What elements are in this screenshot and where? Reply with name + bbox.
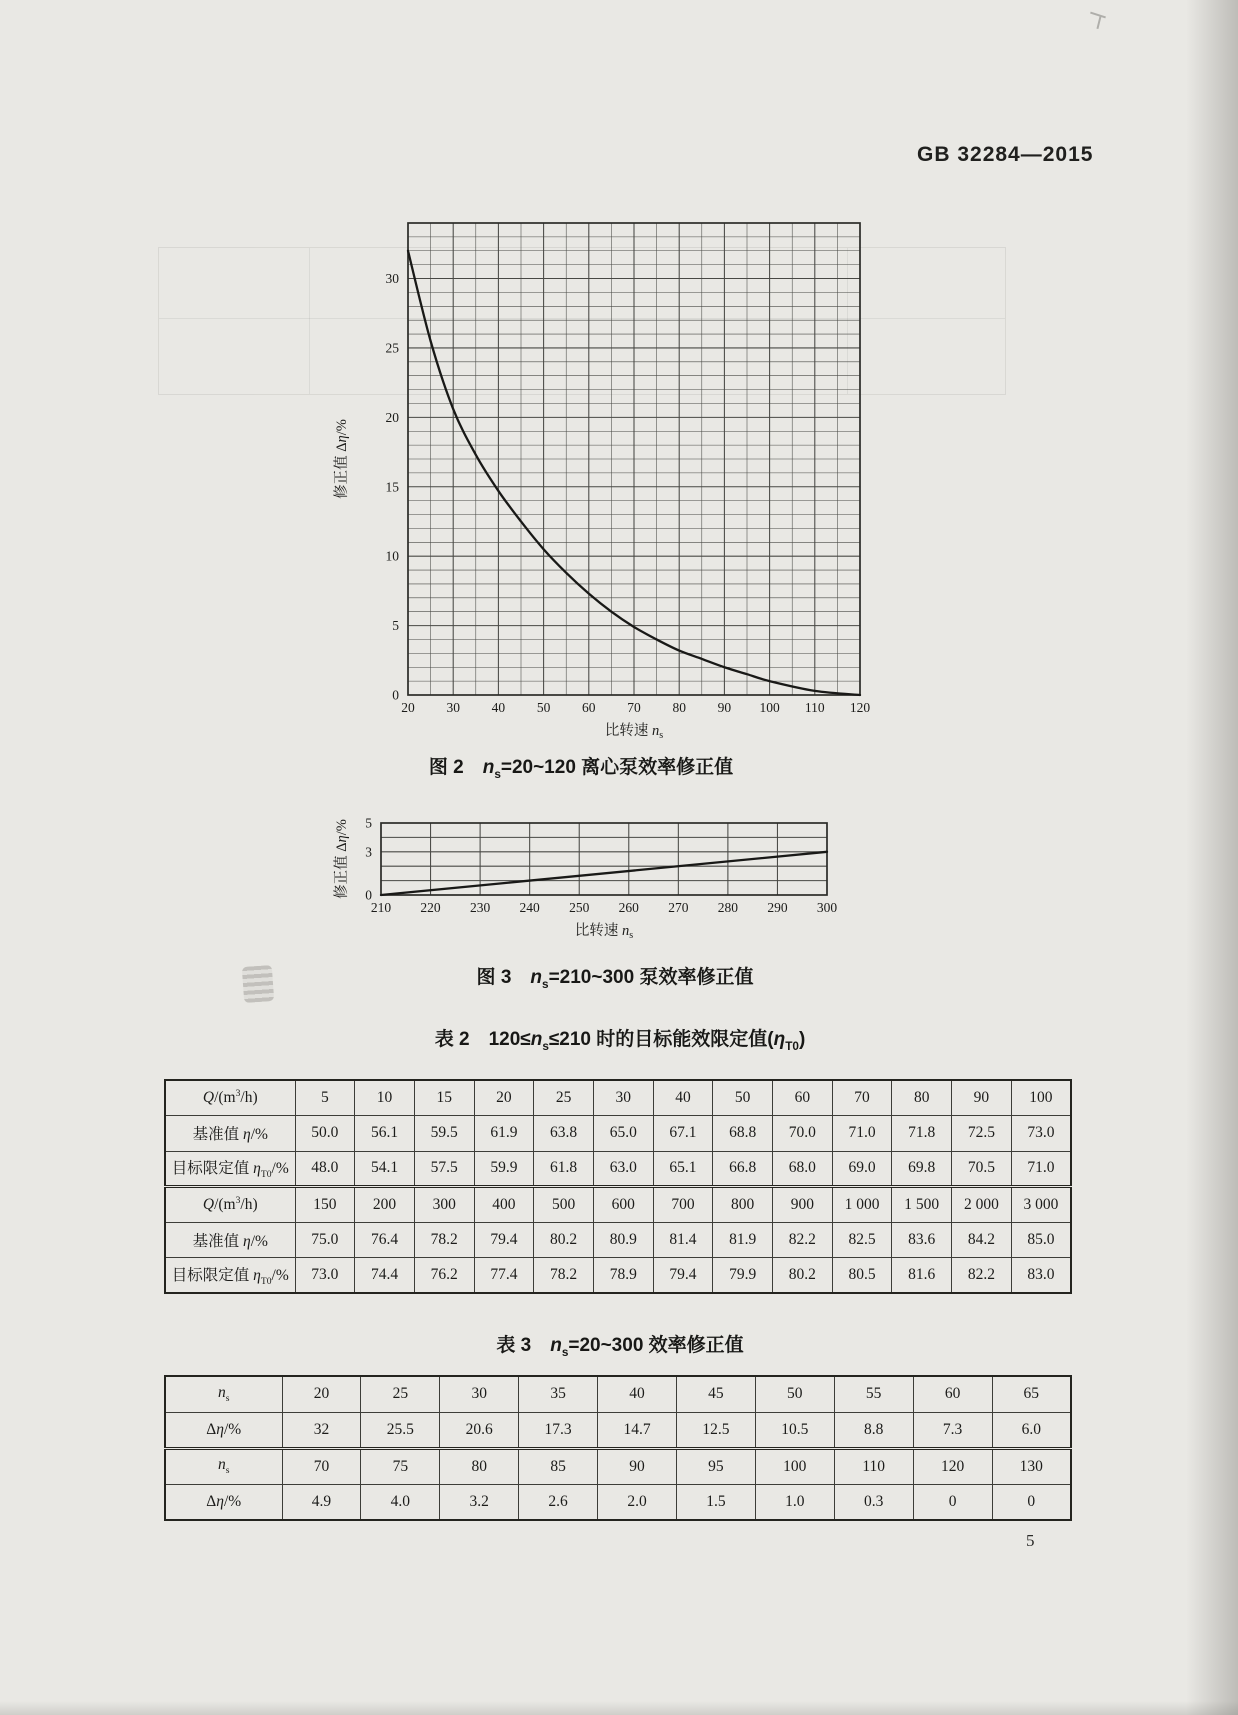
scan-edge-shadow: [1186, 0, 1238, 1715]
svg-text:20: 20: [401, 700, 415, 715]
svg-text:0: 0: [392, 687, 399, 703]
cell: 63.8: [534, 1116, 594, 1152]
svg-text:280: 280: [717, 900, 739, 915]
cell: 67.1: [653, 1116, 713, 1152]
cell: 74.4: [355, 1258, 415, 1294]
table3: [164, 1375, 1072, 1521]
svg-text:100: 100: [759, 700, 780, 715]
ink-smudge: [242, 965, 274, 1003]
table-row: [165, 1258, 1071, 1294]
cell: 71.0: [1011, 1151, 1071, 1187]
cell: 100: [1011, 1080, 1071, 1116]
x-axis-label: 比转速 $n_s$: [574, 923, 634, 941]
cell: 73.0: [1011, 1116, 1071, 1152]
svg-text:25: 25: [385, 340, 399, 356]
cell: 80.5: [832, 1258, 892, 1294]
cell: 25: [534, 1080, 594, 1116]
cell: 32: [282, 1412, 361, 1448]
cell: 80.9: [593, 1222, 653, 1258]
cell: 30: [440, 1376, 519, 1412]
svg-text:30: 30: [446, 700, 460, 715]
cell: 85.0: [1011, 1222, 1071, 1258]
cell: 70.5: [952, 1151, 1012, 1187]
cell: 45: [676, 1376, 755, 1412]
cell: 79.4: [653, 1258, 713, 1294]
cell: 65.0: [593, 1116, 653, 1152]
table-row: [165, 1116, 1071, 1152]
svg-text:10: 10: [385, 548, 399, 564]
table2-title: 表 2 $120\le n_s\le 210$ 时的目标能效限定值$(\eta_{T0})$: [434, 1029, 806, 1053]
cell: 0: [913, 1484, 992, 1520]
svg-text:40: 40: [491, 700, 506, 715]
figure3-chart: [330, 810, 870, 950]
cell: 78.2: [414, 1222, 474, 1258]
figure2-caption: 图 2 $n_s=20\sim 120$ 离心泵效率修正值: [428, 757, 734, 781]
cell: 80.2: [773, 1258, 833, 1294]
row-label: $Q/(m^3/h)$: [165, 1080, 295, 1116]
cell: 0: [992, 1484, 1071, 1520]
cell: 68.8: [713, 1116, 773, 1152]
cell: 20: [282, 1376, 361, 1412]
gridlines: [408, 223, 860, 695]
svg-text:20: 20: [385, 409, 399, 425]
cell: 75: [361, 1448, 440, 1484]
cell: 700: [653, 1187, 713, 1223]
cell: 300: [414, 1187, 474, 1223]
row-label: 基准值 η/%: [165, 1116, 295, 1152]
cell: 50: [755, 1376, 834, 1412]
y-axis-label: 修正值 Δη/%: [334, 419, 350, 499]
cell: 90: [952, 1080, 1012, 1116]
cell: 130: [992, 1448, 1071, 1484]
cell: 84.2: [952, 1222, 1012, 1258]
cell: 81.4: [653, 1222, 713, 1258]
cell: 65: [992, 1376, 1071, 1412]
cell: 80.2: [534, 1222, 594, 1258]
cell: 10: [355, 1080, 415, 1116]
cell: 79.9: [713, 1258, 773, 1294]
table-row: [165, 1412, 1071, 1448]
cell: 68.0: [773, 1151, 833, 1187]
cell: 5: [295, 1080, 355, 1116]
cell: 69.0: [832, 1151, 892, 1187]
table-row: [165, 1222, 1071, 1258]
cell: 72.5: [952, 1116, 1012, 1152]
cell: 73.0: [295, 1258, 355, 1294]
svg-text:3: 3: [365, 844, 372, 860]
cell: 0.3: [834, 1484, 913, 1520]
cell: 60: [913, 1376, 992, 1412]
cell: 81.6: [892, 1258, 952, 1294]
cell: 57.5: [414, 1151, 474, 1187]
cell: 76.4: [355, 1222, 415, 1258]
cell: 2.6: [519, 1484, 598, 1520]
cell: 50.0: [295, 1116, 355, 1152]
cell: 1 000: [832, 1187, 892, 1223]
cell: 85: [519, 1448, 598, 1484]
row-label: 目标限定值 $\eta_{T0}/\%$: [165, 1151, 295, 1187]
cell: 70: [832, 1080, 892, 1116]
row-label: $n_s$: [165, 1448, 282, 1484]
cell: 1.5: [676, 1484, 755, 1520]
cell: 79.4: [474, 1222, 534, 1258]
table-row: [165, 1151, 1071, 1187]
row-label: $Q/(m^3/h)$: [165, 1187, 295, 1223]
cell: 20.6: [440, 1412, 519, 1448]
cell: 600: [593, 1187, 653, 1223]
cell: 69.8: [892, 1151, 952, 1187]
cell: 10.5: [755, 1412, 834, 1448]
tick-labels: [386, 271, 871, 715]
cell: 150: [295, 1187, 355, 1223]
svg-text:70: 70: [627, 700, 641, 715]
cell: 61.8: [534, 1151, 594, 1187]
row-label: Δη/%: [165, 1412, 282, 1448]
cell: 4.9: [282, 1484, 361, 1520]
cell: 500: [534, 1187, 594, 1223]
cell: 2.0: [598, 1484, 677, 1520]
cell: 82.5: [832, 1222, 892, 1258]
table-row: [165, 1187, 1071, 1223]
scan-edge-shadow-bottom: [0, 1701, 1238, 1715]
svg-text:210: 210: [370, 900, 392, 915]
y-axis-label: 修正值 Δη/%: [334, 819, 350, 899]
svg-text:260: 260: [618, 900, 639, 915]
cell: 59.5: [414, 1116, 474, 1152]
cell: 800: [713, 1187, 773, 1223]
svg-text:270: 270: [668, 900, 689, 915]
cell: 78.9: [593, 1258, 653, 1294]
table-row: [165, 1376, 1071, 1412]
x-axis-label: 比转速 $n_s$: [604, 723, 664, 741]
svg-text:60: 60: [582, 700, 596, 715]
svg-text:240: 240: [519, 900, 540, 915]
cell: 81.9: [713, 1222, 773, 1258]
cell: 61.9: [474, 1116, 534, 1152]
cell: 80: [440, 1448, 519, 1484]
cell: 100: [755, 1448, 834, 1484]
cell: 900: [773, 1187, 833, 1223]
row-label: 基准值 η/%: [165, 1222, 295, 1258]
svg-text:220: 220: [420, 900, 441, 915]
row-label: Δη/%: [165, 1484, 282, 1520]
cell: 17.3: [519, 1412, 598, 1448]
row-label: $n_s$: [165, 1376, 282, 1412]
cell: 83.6: [892, 1222, 952, 1258]
cell: 3 000: [1011, 1187, 1071, 1223]
cell: 83.0: [1011, 1258, 1071, 1294]
row-label: 目标限定值 $\eta_{T0}/\%$: [165, 1258, 295, 1294]
page-number: 5: [1026, 1531, 1035, 1550]
cell: 65.1: [653, 1151, 713, 1187]
cell: 80: [892, 1080, 952, 1116]
cell: 2 000: [952, 1187, 1012, 1223]
svg-text:90: 90: [717, 700, 732, 715]
cell: 78.2: [534, 1258, 594, 1294]
cell: 14.7: [598, 1412, 677, 1448]
cell: 48.0: [295, 1151, 355, 1187]
cell: 82.2: [773, 1222, 833, 1258]
cell: 76.2: [414, 1258, 474, 1294]
cell: 66.8: [713, 1151, 773, 1187]
pen-mark: [1088, 10, 1110, 30]
cell: 54.1: [355, 1151, 415, 1187]
cell: 1.0: [755, 1484, 834, 1520]
svg-text:15: 15: [385, 479, 399, 495]
cell: 8.8: [834, 1412, 913, 1448]
table-row: [165, 1080, 1071, 1116]
cell: 20: [474, 1080, 534, 1116]
svg-text:230: 230: [469, 900, 491, 915]
cell: 35: [519, 1376, 598, 1412]
cell: 70: [282, 1448, 361, 1484]
figure3-caption: 图 3 $n_s=210\sim 300$ 泵效率修正值: [476, 967, 754, 991]
cell: 6.0: [992, 1412, 1071, 1448]
table2: [164, 1079, 1072, 1294]
cell: 12.5: [676, 1412, 755, 1448]
cell: 7.3: [913, 1412, 992, 1448]
cell: 71.8: [892, 1116, 952, 1152]
cell: 71.0: [832, 1116, 892, 1152]
standard-number: GB 32284—2015: [917, 143, 1094, 166]
cell: 82.2: [952, 1258, 1012, 1294]
svg-text:5: 5: [392, 618, 399, 634]
svg-text:110: 110: [804, 700, 825, 715]
cell: 4.0: [361, 1484, 440, 1520]
cell: 25.5: [361, 1412, 440, 1448]
table-row: [165, 1484, 1071, 1520]
cell: 77.4: [474, 1258, 534, 1294]
cell: 25: [361, 1376, 440, 1412]
svg-text:120: 120: [849, 700, 871, 715]
cell: 110: [834, 1448, 913, 1484]
table3-title: 表 3 $n_s=20\sim 300$ 效率修正值: [496, 1335, 744, 1359]
cell: 59.9: [474, 1151, 534, 1187]
cell: 50: [713, 1080, 773, 1116]
svg-text:290: 290: [767, 900, 788, 915]
cell: 95: [676, 1448, 755, 1484]
cell: 70.0: [773, 1116, 833, 1152]
cell: 60: [773, 1080, 833, 1116]
curve: [381, 852, 827, 895]
cell: 15: [414, 1080, 474, 1116]
table-row: [165, 1448, 1071, 1484]
cell: 3.2: [440, 1484, 519, 1520]
cell: 55: [834, 1376, 913, 1412]
cell: 1 500: [892, 1187, 952, 1223]
svg-text:300: 300: [816, 900, 838, 915]
cell: 40: [653, 1080, 713, 1116]
svg-text:5: 5: [365, 815, 372, 831]
cell: 40: [598, 1376, 677, 1412]
svg-text:80: 80: [672, 700, 686, 715]
cell: 63.0: [593, 1151, 653, 1187]
cell: 75.0: [295, 1222, 355, 1258]
svg-text:250: 250: [569, 900, 590, 915]
cell: 120: [913, 1448, 992, 1484]
tick-labels: [365, 816, 837, 916]
svg-text:0: 0: [365, 887, 372, 903]
cell: 200: [355, 1187, 415, 1223]
cell: 56.1: [355, 1116, 415, 1152]
svg-text:30: 30: [385, 271, 399, 287]
svg-text:50: 50: [536, 700, 551, 715]
cell: 30: [593, 1080, 653, 1116]
figure2-chart: [330, 210, 880, 770]
cell: 400: [474, 1187, 534, 1223]
cell: 90: [598, 1448, 677, 1484]
